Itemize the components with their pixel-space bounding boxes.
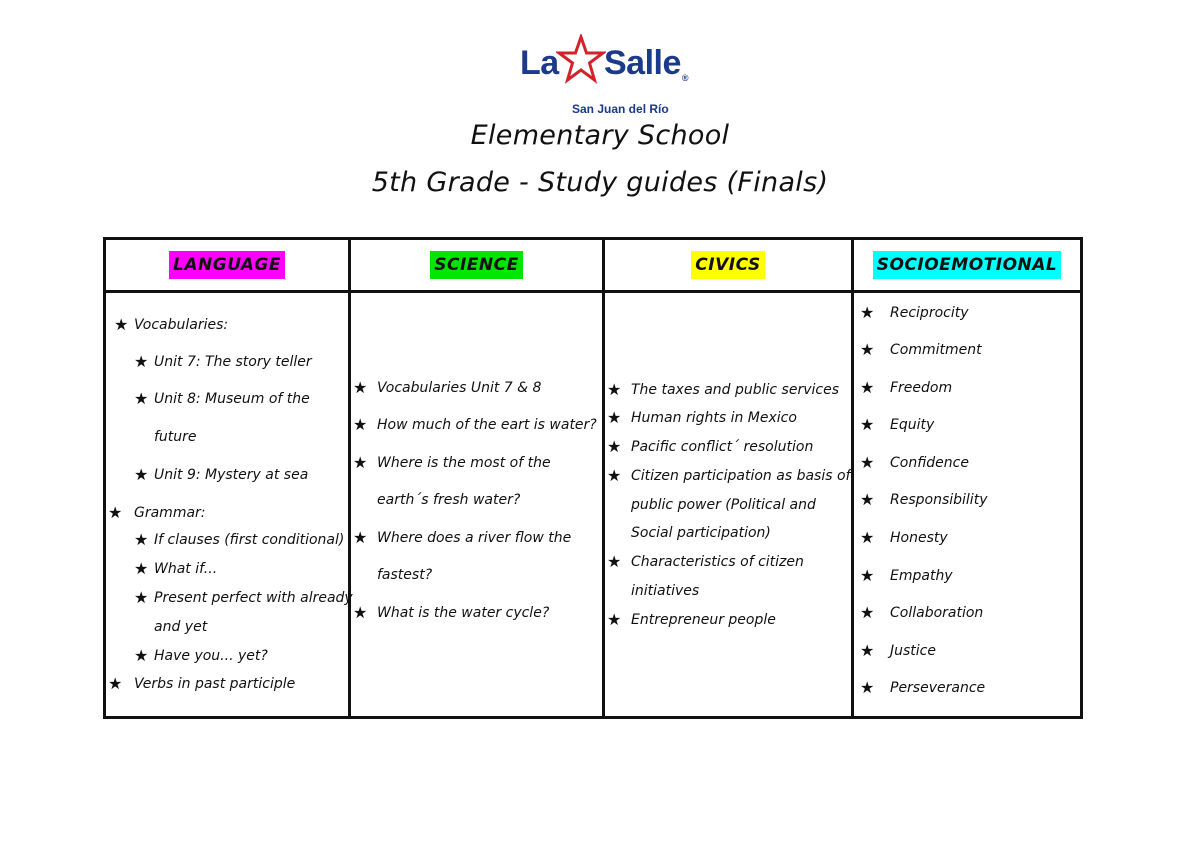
star-bullet-icon: ★ bbox=[860, 303, 875, 322]
star-bullet-icon: ★ bbox=[607, 610, 622, 629]
list-item: ★ Human rights in Mexico bbox=[607, 408, 797, 427]
list-item: ★ Vocabularies Unit 7 & 8 bbox=[353, 378, 542, 397]
star-bullet-icon: ★ bbox=[134, 588, 149, 607]
list-item: ★ Grammar: bbox=[108, 503, 206, 522]
star-bullet-icon: ★ bbox=[353, 603, 368, 622]
list-item: ★ If clauses (first conditional) bbox=[134, 530, 345, 549]
star-bullet-icon: ★ bbox=[860, 453, 875, 472]
star-bullet-icon: ★ bbox=[134, 465, 149, 484]
star-bullet-icon: ★ bbox=[134, 530, 149, 549]
list-item: ★ Unit 8: Museum of the bbox=[134, 389, 310, 408]
header-cell-science bbox=[351, 240, 602, 290]
header-civics: CIVICS bbox=[691, 251, 764, 279]
list-item: ★ Where does a river flow the bbox=[353, 528, 572, 547]
star-bullet-icon: ★ bbox=[353, 415, 368, 434]
star-bullet-icon: ★ bbox=[114, 315, 129, 334]
star-bullet-icon: ★ bbox=[134, 646, 149, 665]
language-column bbox=[106, 293, 353, 716]
list-item: ★ Have you... yet? bbox=[134, 646, 268, 665]
logo-campus: San Juan del Río bbox=[572, 102, 669, 116]
science-column bbox=[351, 293, 602, 716]
star-bullet-icon: ★ bbox=[607, 466, 622, 485]
list-item: ★ Responsibility bbox=[860, 490, 988, 509]
list-item-continuation: fastest? bbox=[377, 567, 433, 583]
header-cell-socioemotional bbox=[854, 240, 1080, 290]
list-item: ★ The taxes and public services bbox=[607, 380, 840, 399]
list-item: ★ Empathy bbox=[860, 566, 953, 585]
list-item: ★ Citizen participation as basis of bbox=[607, 466, 851, 485]
star-bullet-icon: ★ bbox=[108, 503, 123, 522]
star-bullet-icon: ★ bbox=[860, 566, 875, 585]
header-science: SCIENCE bbox=[430, 251, 522, 279]
star-bullet-icon: ★ bbox=[860, 378, 875, 397]
list-item: ★ Justice bbox=[860, 641, 936, 660]
list-item: ★ How much of the eart is water? bbox=[353, 415, 597, 434]
star-bullet-icon: ★ bbox=[134, 352, 149, 371]
star-bullet-icon: ★ bbox=[860, 490, 875, 509]
logo-wordmark: La Salle® bbox=[520, 44, 689, 83]
list-item: ★ Pacific conflict´ resolution bbox=[607, 437, 814, 456]
school-heading: Elementary School bbox=[470, 120, 730, 151]
list-item: ★ Confidence bbox=[860, 453, 969, 472]
star-bullet-icon: ★ bbox=[607, 437, 622, 456]
list-item: ★ What if... bbox=[134, 559, 218, 578]
star-bullet-icon: ★ bbox=[134, 559, 149, 578]
la-salle-logo bbox=[520, 34, 690, 124]
list-item: ★ Present perfect with already bbox=[134, 588, 353, 607]
socioemotional-column bbox=[854, 293, 1080, 716]
star-bullet-icon: ★ bbox=[353, 528, 368, 547]
list-item-continuation: initiatives bbox=[631, 583, 700, 599]
star-bullet-icon: ★ bbox=[607, 380, 622, 399]
list-item-continuation: future bbox=[154, 429, 197, 445]
list-item-continuation: Social participation) bbox=[631, 525, 771, 541]
header-cell-civics bbox=[605, 240, 851, 290]
list-item: ★ Honesty bbox=[860, 528, 948, 547]
list-item: ★ Unit 7: The story teller bbox=[134, 352, 312, 371]
list-item: ★ Reciprocity bbox=[860, 303, 969, 322]
list-item-continuation: and yet bbox=[154, 619, 208, 635]
header-cell-language bbox=[106, 240, 348, 290]
list-item: ★ Collaboration bbox=[860, 603, 984, 622]
list-item-continuation: earth´s fresh water? bbox=[377, 492, 521, 508]
study-guide-table bbox=[103, 237, 1083, 719]
star-bullet-icon: ★ bbox=[860, 528, 875, 547]
header-socioemotional: SOCIOEMOTIONAL bbox=[873, 251, 1062, 279]
list-item-continuation: public power (Political and bbox=[631, 497, 816, 513]
list-item: ★ Entrepreneur people bbox=[607, 610, 776, 629]
star-bullet-icon: ★ bbox=[108, 674, 123, 693]
page-title: 5th Grade - Study guides (Finals) bbox=[371, 167, 829, 198]
star-bullet-icon: ★ bbox=[860, 415, 875, 434]
list-item: ★ Unit 9: Mystery at sea bbox=[134, 465, 309, 484]
civics-column bbox=[605, 293, 851, 716]
star-bullet-icon: ★ bbox=[860, 340, 875, 359]
star-logo-icon bbox=[556, 34, 606, 84]
star-bullet-icon: ★ bbox=[860, 678, 875, 697]
list-item: ★ Where is the most of the bbox=[353, 453, 551, 472]
list-item: ★ Perseverance bbox=[860, 678, 986, 697]
list-item: ★ Freedom bbox=[860, 378, 953, 397]
star-bullet-icon: ★ bbox=[607, 408, 622, 427]
list-item: ★ Commitment bbox=[860, 340, 982, 359]
star-bullet-icon: ★ bbox=[607, 552, 622, 571]
star-bullet-icon: ★ bbox=[134, 389, 149, 408]
list-item: ★ Characteristics of citizen bbox=[607, 552, 804, 571]
star-bullet-icon: ★ bbox=[353, 453, 368, 472]
star-bullet-icon: ★ bbox=[860, 641, 875, 660]
star-bullet-icon: ★ bbox=[860, 603, 875, 622]
header-language: LANGUAGE bbox=[169, 251, 285, 279]
list-item: ★ Vocabularies: bbox=[114, 315, 229, 334]
list-item: ★ What is the water cycle? bbox=[353, 603, 550, 622]
list-item: ★ Verbs in past participle bbox=[108, 674, 296, 693]
list-item: ★ Equity bbox=[860, 415, 935, 434]
star-bullet-icon: ★ bbox=[353, 378, 368, 397]
